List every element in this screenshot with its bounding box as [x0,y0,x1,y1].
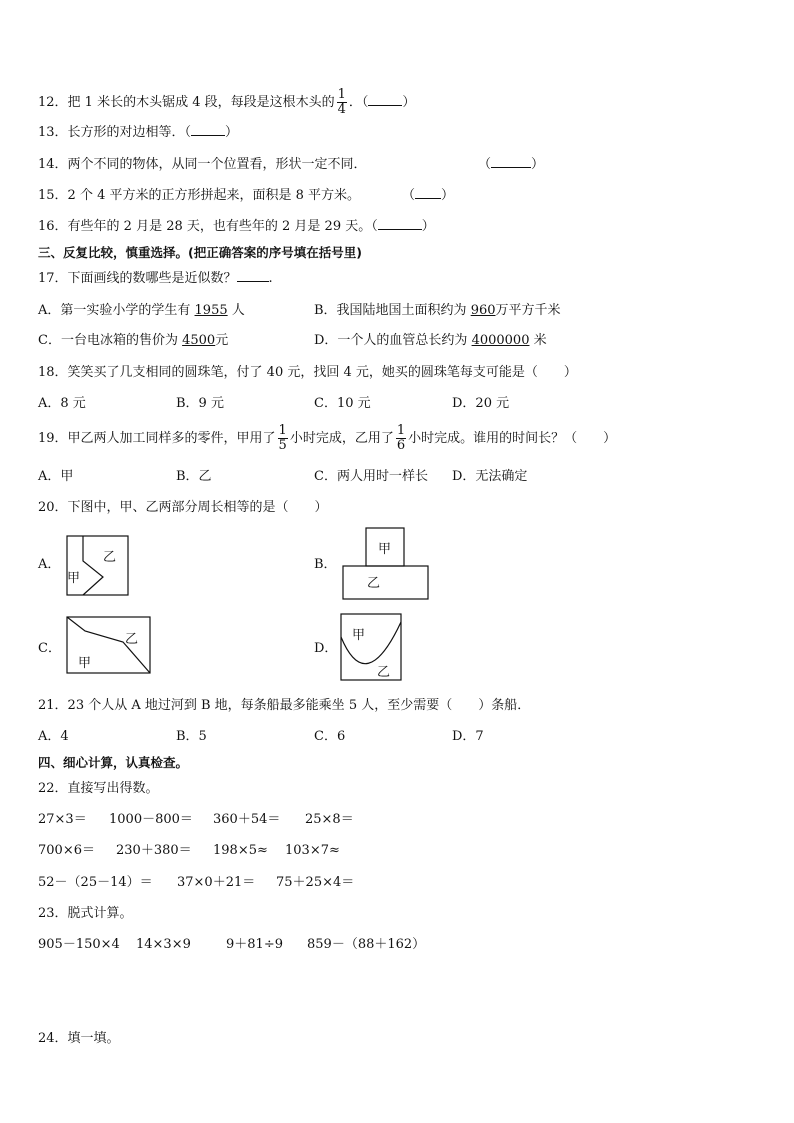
q22-item: 27×3＝ [38,812,87,827]
q19-option-a[interactable]: A．甲 [38,469,74,484]
q19-option-b[interactable]: B．乙 [176,469,212,484]
q17-answer-blank[interactable] [237,271,269,282]
q20-b-yi: 乙 [367,576,381,591]
question-23: 23．脱式计算。 [38,906,133,921]
q20-b-jia: 甲 [378,542,392,557]
q17-option-c[interactable]: C．一台电冰箱的售价为 4500元 [38,333,229,348]
question-21: 21．23 个人从 A 地过河到 B 地，每条船最多能乘坐 5 人，至少需要（ ）条船． [38,698,531,713]
q20-figure-d [340,613,404,683]
question-20: 20．下图中，甲、乙两部分周长相等的是（ ） [38,500,328,515]
q12-text: 12．把 1 米长的木头锯成 4 段，每段是这根木头的 [38,95,335,110]
q14-paren: （ ） [478,157,545,172]
q19-fraction-1: $\frac{1}{5}$ [278,423,287,453]
q22-item: 52－（25－14）＝ [38,875,153,890]
question-15: 15．2 个 4 平方米的正方形拼起来，面积是 8 平方米。 [38,188,361,203]
question-16: 16．有些年的 2 月是 28 天，也有些年的 2 月是 29 天。（ ） [38,219,435,234]
q12-fraction: $\frac{1}{4}$ [337,87,346,117]
q19-option-d[interactable]: D．无法确定 [452,469,528,484]
q20-c-jia: 甲 [78,656,92,671]
q21-option-d[interactable]: D．7 [452,729,484,744]
q18-option-b[interactable]: B．9 元 [176,396,224,411]
q16-answer-blank[interactable] [378,219,422,230]
q20-figure-a [66,533,130,597]
q20-figure-b [341,527,431,601]
q12-answer-blank[interactable] [368,95,402,106]
q19-option-c[interactable]: C．两人用时一样长 [314,469,428,484]
question-22: 22．直接写出得数。 [38,781,159,796]
q22-item: 1000－800＝ [109,812,193,827]
q22-item: 37×0＋21＝ [177,875,256,890]
q23-item: 859－（88＋162） [307,937,426,952]
question-12: 12．把 1 米长的木头锯成 4 段，每段是这根木头的 $\frac{1}{4}$ ．（ ） [38,87,416,117]
q20-option-b-label[interactable]: B． [314,557,337,572]
question-18: 18．笑笑买了几支相同的圆珠笔，付了 40 元，找回 4 元，她买的圆珠笔每支可能是（ ） [38,365,577,380]
q14-answer-blank[interactable] [491,157,531,168]
q15-paren: （ ） [402,188,455,203]
q20-d-yi: 乙 [377,665,391,680]
q22-item: 700×6＝ [38,843,95,858]
q20-d-jia: 甲 [352,628,366,643]
q18-option-a[interactable]: A．8 元 [38,396,86,411]
q20-c-yi: 乙 [125,632,139,647]
q23-item: 14×3×9 [136,937,191,952]
q21-option-c[interactable]: C．6 [314,729,346,744]
question-19: 19．甲乙两人加工同样多的零件，甲用了 $\frac{1}{5}$ 小时完成，乙用了 $\frac{1}{6}$ 小时完成。谁用的时间长？（ ） [38,423,617,453]
question-24: 24．填一填。 [38,1031,120,1046]
q20-a-jia: 甲 [67,571,81,586]
q19-fraction-2: $\frac{1}{6}$ [396,423,406,453]
question-13: 13．长方形的对边相等．（ ） [38,125,239,140]
q20-option-c-label[interactable]: C． [38,641,61,656]
q22-item: 103×7≈ [285,843,340,858]
q22-item: 198×5≈ [213,843,268,858]
q18-option-c[interactable]: C．10 元 [314,396,371,411]
q22-item: 360＋54＝ [213,812,281,827]
q23-item: 905－150×4 [38,937,120,952]
question-14: 14．两个不同的物体，从同一个位置看，形状一定不同． [38,157,367,172]
q15-answer-blank[interactable] [415,188,441,199]
q23-item: 9＋81÷9 [226,937,283,952]
question-17: 17．下面画线的数哪些是近似数？ . [38,271,273,286]
section-4-title: 四、细心计算，认真检查。 [38,755,189,770]
section-3-title: 三、反复比较，慎重选择。(把正确答案的序号填在括号里) [38,245,362,260]
q20-a-yi: 乙 [103,550,117,565]
q21-option-b[interactable]: B．5 [176,729,207,744]
q22-item: 230＋380＝ [116,843,192,858]
q17-option-a[interactable]: A．第一实验小学的学生有 1955 人 [38,303,245,318]
q21-option-a[interactable]: A．4 [38,729,69,744]
q17-option-b[interactable]: B．我国陆地国土面积约为 960万平方千米 [314,303,561,318]
q22-item: 75＋25×4＝ [276,875,355,890]
q13-answer-blank[interactable] [191,125,225,136]
q20-option-d-label[interactable]: D． [314,641,338,656]
q22-item: 25×8＝ [305,812,354,827]
q17-option-d[interactable]: D．一个人的血管总长约为 4000000 米 [314,333,547,348]
q20-figure-c [66,616,152,675]
q18-option-d[interactable]: D．20 元 [452,396,510,411]
q20-option-a-label[interactable]: A． [38,557,61,572]
